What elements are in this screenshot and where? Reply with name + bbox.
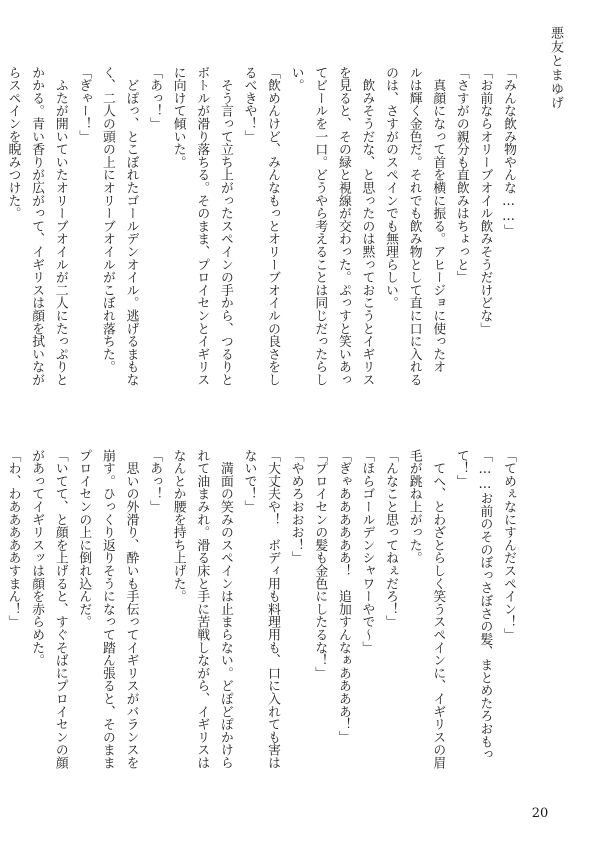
text-line: ボトルが滑り落ちる。そのまま、プロイセンとイギリス xyxy=(194,66,210,386)
text-line: い。 xyxy=(288,66,304,92)
text-column-bottom xyxy=(5,449,520,804)
text-line: プロイセンの上に倒れ込んだ。 xyxy=(76,449,92,629)
text-line: 毛が跳ね上がった。 xyxy=(406,449,422,565)
text-line: 真顔になって首を横に振る。アヒージョに使ったオ xyxy=(430,66,446,374)
text-line: 「プロイセンの髪も金色にしたるな！」 xyxy=(312,449,328,680)
text-column-top xyxy=(5,66,520,418)
text-line: 「飲めんけど、みんなもっとオリーブオイルの良さをし xyxy=(265,66,281,386)
text-line: 「みんな飲み物やんな……」 xyxy=(501,66,516,237)
text-line: て！」 xyxy=(453,449,469,488)
text-line: るべきや！」 xyxy=(241,66,257,143)
text-line: どぽっ、とこぼれたゴールデンオイル。逃げるまもな xyxy=(123,66,139,386)
text-line: 崩す。ひっくり返りそうになって踏ん張ると、そのまま xyxy=(99,449,115,769)
text-line: 「ほらゴールデンシャワーやで～」 xyxy=(359,449,375,654)
text-line: 「あっ！」 xyxy=(147,66,163,130)
text-line: 「てめぇなにすんだスペイン！」 xyxy=(501,449,516,641)
text-line: 「……お前のそのぼっさぼさの髪、まとめたろおもっ xyxy=(477,449,493,761)
text-line: のは、さすがのスペインでも無理らしい。 xyxy=(383,66,399,310)
text-line: 「あっ！」 xyxy=(147,449,163,513)
text-line: てへ、とわざとらしく笑うスペインに、イギリスの眉 xyxy=(430,449,446,769)
text-line: なんとか腰を持ち上げた。 xyxy=(170,449,186,603)
text-line: 「ぎゃー！」 xyxy=(76,66,92,143)
text-line: 「ぎゃああああああ！ 追加すんなぁああああ！」 xyxy=(335,449,351,744)
text-line: ふたが開いていたオリーブオイルが二人にたっぷりと xyxy=(52,66,68,386)
text-line: ないで！」 xyxy=(241,449,257,513)
text-line: らスペインを睨みつけた。 xyxy=(5,66,21,220)
running-header-title: 悪友とまゆげ xyxy=(548,26,563,110)
text-line: く、二人の頭の上にオリーブオイルがこぼれ落ちた。 xyxy=(99,66,115,374)
text-line: 「いてて、と顔を上げると、すぐそばにプロイセンの顔 xyxy=(52,449,68,769)
text-line: てビールを一口。どうやら考えることは同じだったらし xyxy=(312,66,328,386)
text-line: を見ると、その緑と視線が交わった。ぷっすと笑いあっ xyxy=(335,66,351,386)
text-line: があってイギリスッは顔を赤らめた。 xyxy=(29,449,45,667)
text-line: れて油まみれ。滑る床と手に苦戦しながら、イギリスは xyxy=(194,449,210,769)
text-line: 思いの外滑り、酔いも手伝ってイギリスがバランスを xyxy=(123,449,139,769)
page-number: 20 xyxy=(531,806,549,821)
text-line: 満面の笑みのスペインは止まらない。どぽどぽかけら xyxy=(217,449,233,769)
text-line: 「やめろおおお！」 xyxy=(288,449,304,565)
text-line: 「大丈夫や！ ボディ用も料理用も、口に入れても害は xyxy=(265,449,281,769)
text-line: 「わ、わあああああすまん！」 xyxy=(5,449,21,629)
text-line: に向けて傾いた。 xyxy=(170,66,186,169)
text-line: 飲みそうだな、と思ったのは黙っておこうとイギリス xyxy=(359,66,375,386)
text-line: 「お前ならオリーブオイル飲みそうだけどな」 xyxy=(477,66,493,335)
text-line: 「んなこと思ってねぇだろ！」 xyxy=(383,449,399,629)
text-line: 「さすがの親分も直飲みはちょっと」 xyxy=(453,66,469,284)
text-line: ルは輝く金色だ。それでも飲み物として直に口に入れる xyxy=(406,66,422,386)
text-line: そう言って立ち上がったスペインの手から、つるりと xyxy=(217,66,233,386)
text-line: かかる。青い香りが広がって、イギリスは顔を拭いなが xyxy=(29,66,45,386)
